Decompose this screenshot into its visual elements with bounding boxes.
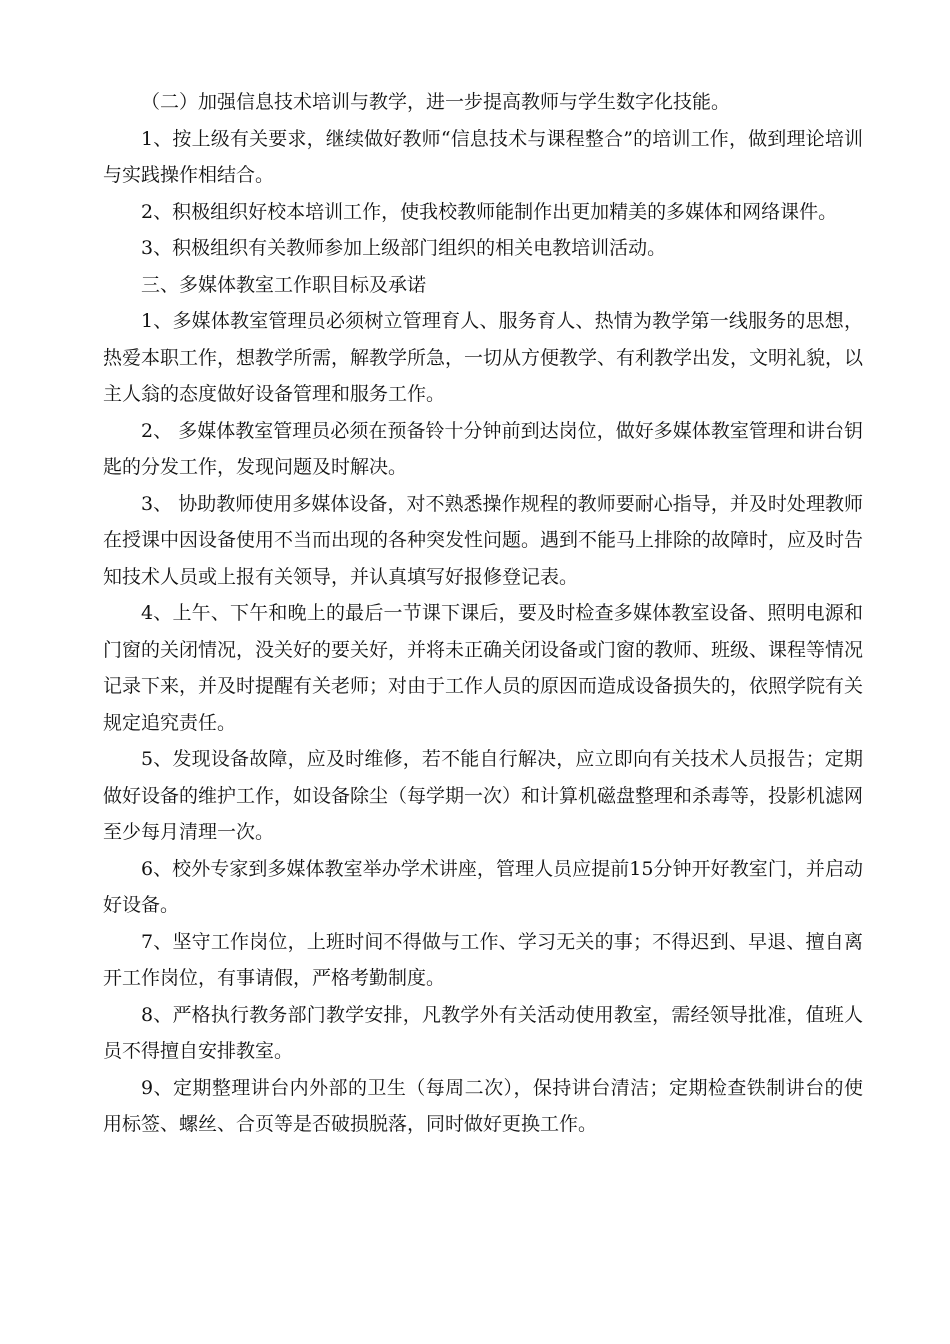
paragraph-duty-3: 3、 协助教师使用多媒体设备，对不熟悉操作规程的教师要耐心指导，并及时处理教师在授课中因设备使用不当而出现的各种突发性问题。遇到不能马上排除的故障时，应及时告知技术人员或上报有关领导，并认真填写好报修登记表。 bbox=[103, 492, 864, 588]
paragraph-section-heading-2: （二）加强信息技术培训与教学，进一步提高教师与学生数字化技能。 bbox=[141, 91, 731, 113]
paragraph-duty-1: 1、多媒体教室管理员必须树立管理育人、服务育人、热情为教学第一线服务的思想，热爱本职工作，想教学所需，解教学所急，一切从方便教学、有利教学出发，文明礼貌，以主人翁的态度做好设备管理和服务工作。 bbox=[103, 310, 864, 405]
paragraph-duty-9: 9、定期整理讲台内外部的卫生（每周二次），保持讲台清洁；定期检查铁制讲台的使用标签、螺丝、合页等是否破损脱落，同时做好更换工作。 bbox=[103, 1076, 863, 1135]
paragraph-duty-6: 6、校外专家到多媒体教室举办学术讲座，管理人员应提前15分钟开好教室门，并启动好设备。 bbox=[103, 857, 863, 916]
paragraph-duty-8: 8、严格执行教务部门教学安排，凡教学外有关活动使用教室，需经领导批准，值班人员不得擅自安排教室。 bbox=[103, 1003, 863, 1062]
paragraph-section-heading-3: 三、多媒体教室工作职目标及承诺 bbox=[141, 273, 427, 296]
document-body bbox=[103, 84, 863, 1143]
paragraph-item-2: 2、积极组织好校本培训工作，使我校教师能制作出更加精美的多媒体和网络课件。 bbox=[141, 200, 838, 223]
paragraph-duty-4: 4、上午、下午和晚上的最后一节课下课后，要及时检查多媒体教室设备、照明电源和门窗的关闭情况，没关好的要关好，并将未正确关闭设备或门窗的教师、班级、课程等情况记录下来，并及时提醒有关老师；对由于工作人员的原因而造成设备损失的，依照学院有关规定追究责任。 bbox=[103, 602, 864, 734]
paragraph-item-3: 3、积极组织有关教师参加上级部门组织的相关电教培训活动。 bbox=[141, 237, 667, 259]
paragraph-duty-7: 7、坚守工作岗位，上班时间不得做与工作、学习无关的事；不得迟到、早退、擅自离开工作岗位，有事请假，严格考勤制度。 bbox=[103, 930, 863, 989]
paragraph-duty-2: 2、 多媒体教室管理员必须在预备铃十分钟前到达岗位，做好多媒体教室管理和讲台钥匙的分发工作，发现问题及时解决。 bbox=[103, 419, 863, 478]
paragraph-item-1: 1、按上级有关要求，继续做好教师“信息技术与课程整合”的培训工作，做到理论培训与实践操作相结合。 bbox=[103, 127, 863, 186]
paragraph-duty-5: 5、发现设备故障，应及时维修，若不能自行解决，应立即向有关技术人员报告；定期做好设备的维护工作，如设备除尘（每学期一次）和计算机磁盘整理和杀毒等，投影机滤网至少每月清理一次。 bbox=[103, 748, 864, 843]
